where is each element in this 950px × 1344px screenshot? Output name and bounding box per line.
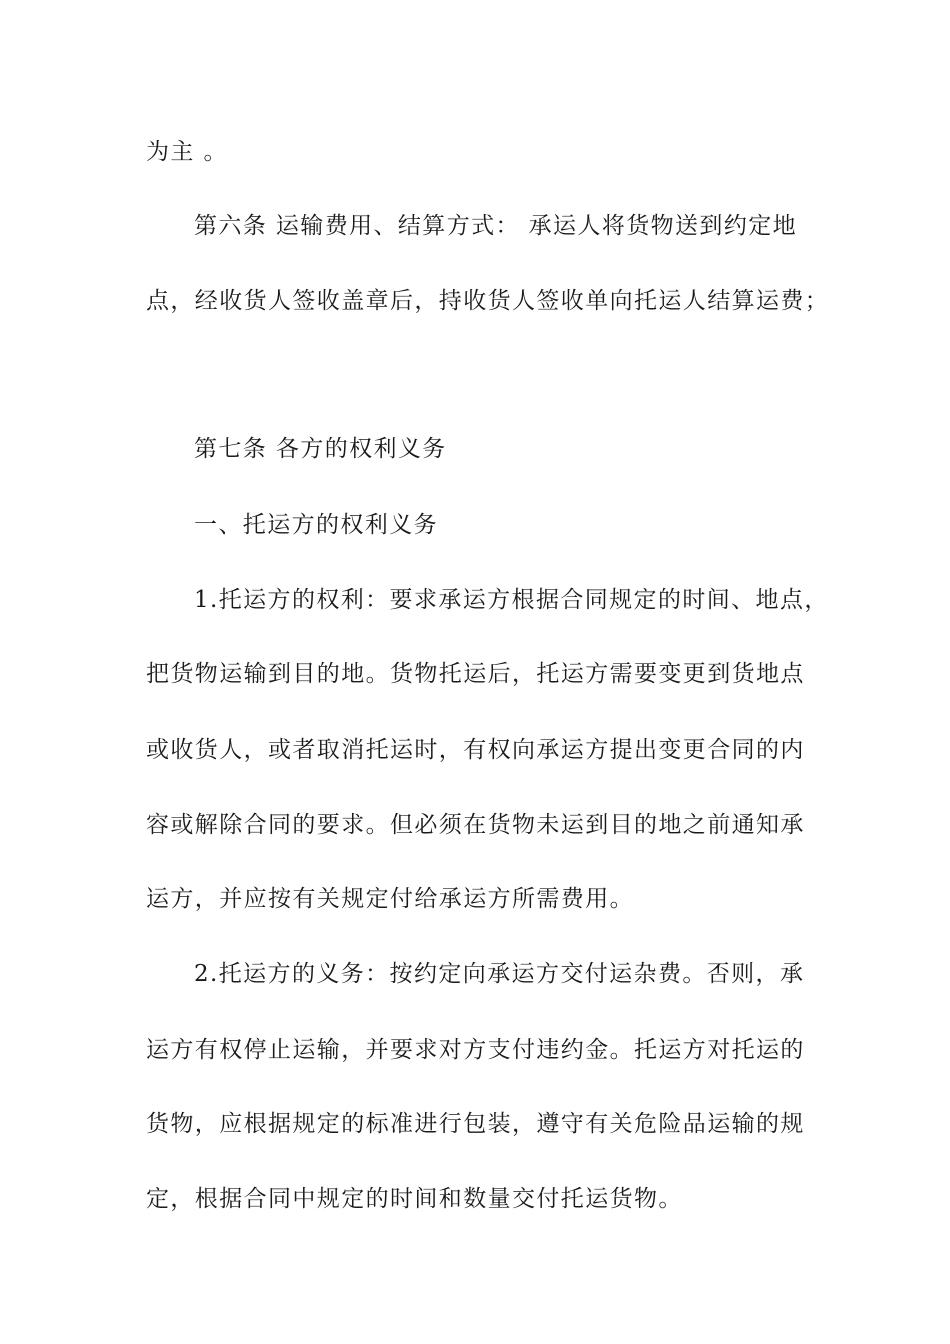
- section-1-heading: 一、托运方的权利义务: [194, 512, 438, 538]
- clause-1-line-2: 把货物运输到目的地。货物托运后，托运方需要变更到货地点: [146, 661, 805, 687]
- clause-1-line-5: 运方，并应按有关规定付给承运方所需费用。: [146, 886, 634, 912]
- clause-2-line-1: 2.托运方的义务：按约定向承运方交付运杂费。否则，承: [194, 961, 805, 987]
- clause-1-line-3: 或收货人，或者取消托运时，有权向承运方提出变更合同的内: [146, 737, 805, 763]
- clause-2-line-4: 定，根据合同中规定的时间和数量交付托运货物。: [146, 1186, 683, 1212]
- clause-1-line-4: 容或解除合同的要求。但必须在货物未运到目的地之前通知承: [146, 812, 805, 838]
- article-7-heading: 第七条 各方的权利义务: [194, 436, 447, 462]
- article-6-heading: 第六条 运输费用、结算方式： 承运人将货物送到约定地: [194, 213, 798, 239]
- clause-2-line-3: 货物，应根据规定的标准进行包装，遵守有关危险品运输的规: [146, 1111, 805, 1137]
- text-line-3: 点，经收货人签收盖章后，持收货人签收单向托运人结算运费；: [146, 288, 830, 314]
- clause-1-line-1: 1.托运方的权利：要求承运方根据合同规定的时间、地点，: [194, 587, 829, 613]
- text-line-1: 为主 。: [146, 139, 228, 165]
- clause-2-line-2: 运方有权停止运输，并要求对方支付违约金。托运方对托运的: [146, 1037, 805, 1063]
